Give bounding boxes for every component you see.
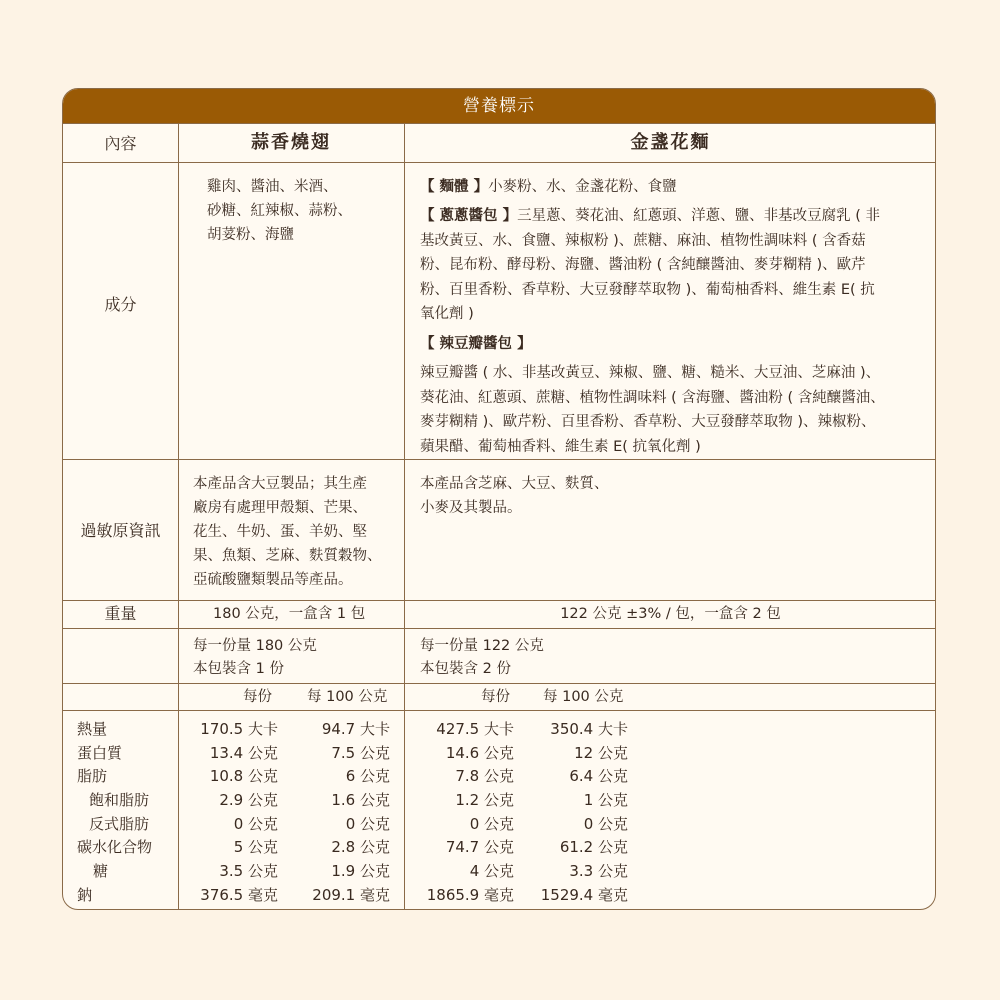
col-per-100g-b: 每 100 公克 bbox=[543, 689, 624, 705]
product-b-name: 金盞花麵 bbox=[630, 132, 711, 153]
chili-line: 葵花油、紅蔥頭、蔗糖、植物性調味料 ( 含海鹽、醬油粉 ( 含純釀醬油、 bbox=[420, 390, 885, 406]
scallion-line: 粉、昆布粉、酵母粉、海鹽、醬油粉 ( 含純釀醬油、麥芽糊精 )、歐芹 bbox=[420, 257, 866, 273]
nutrient-name: 碳水化合物 bbox=[77, 838, 153, 857]
value-a-per-100g: 2.8 公克 bbox=[331, 838, 390, 857]
allergen-label: 過敏原資訊 bbox=[80, 521, 161, 540]
serving-a-count: 本包裝含 1 份 bbox=[193, 661, 284, 677]
value-a-per-serving: 10.8 公克 bbox=[209, 767, 278, 786]
value-b-per-serving: 427.5 大卡 bbox=[436, 720, 514, 738]
weight-a: 180 公克，一盒含 1 包 bbox=[213, 606, 366, 622]
value-a-per-serving: 376.5 毫克 bbox=[200, 885, 278, 904]
nutrition-row bbox=[63, 742, 936, 766]
divider bbox=[63, 600, 935, 601]
allergen-b-line: 本產品含芝麻、大豆、麩質、 bbox=[420, 476, 609, 492]
divider bbox=[63, 162, 935, 163]
nutrition-row bbox=[63, 765, 936, 789]
ingredients-label: 成分 bbox=[104, 295, 137, 314]
value-b-per-serving: 7.8 公克 bbox=[455, 767, 514, 786]
noodle-tag: 【 麵體 】 bbox=[420, 179, 489, 195]
value-b-per-100g: 0 公克 bbox=[583, 814, 628, 833]
value-b-per-serving: 0 公克 bbox=[469, 814, 514, 833]
value-b-per-100g: 1529.4 毫克 bbox=[540, 885, 628, 904]
nutrition-row bbox=[63, 789, 936, 813]
noodle-ingredients: 小麥粉、水、金盞花粉、食鹽 bbox=[488, 179, 677, 195]
value-a-per-100g: 94.7 大卡 bbox=[321, 720, 390, 738]
nutrition-row bbox=[63, 813, 936, 837]
value-a-per-100g: 1.9 公克 bbox=[331, 862, 390, 881]
divider bbox=[63, 710, 935, 711]
col-per-serving-a: 每份 bbox=[243, 689, 272, 705]
weight-b: 122 公克 ±3% / 包，一盒含 2 包 bbox=[560, 606, 781, 622]
value-a-per-100g: 6 公克 bbox=[345, 767, 390, 786]
value-b-per-100g: 3.3 公克 bbox=[569, 862, 628, 881]
nutrient-name: 熱量 bbox=[77, 720, 108, 738]
value-a-per-serving: 5 公克 bbox=[233, 838, 278, 857]
serving-a-size: 每一份量 180 公克 bbox=[193, 638, 317, 654]
nutrition-label-card bbox=[62, 88, 936, 910]
value-a-per-serving: 3.5 公克 bbox=[219, 862, 278, 881]
value-a-per-serving: 170.5 大卡 bbox=[200, 720, 278, 738]
value-b-per-100g: 12 公克 bbox=[574, 743, 628, 762]
value-a-per-100g: 209.1 毫克 bbox=[312, 885, 390, 904]
value-a-per-100g: 0 公克 bbox=[345, 814, 390, 833]
nutrient-name: 鈉 bbox=[77, 885, 93, 904]
product-a-name: 蒜香燒翅 bbox=[251, 132, 331, 153]
nutrition-row bbox=[63, 860, 936, 884]
serving-b-size: 每一份量 122 公克 bbox=[420, 638, 544, 654]
allergen-a-line: 果、魚類、芝麻、麩質穀物、 bbox=[193, 548, 382, 564]
nutrition-row bbox=[63, 836, 936, 860]
header-label: 內容 bbox=[104, 134, 137, 153]
col-per-serving-b: 每份 bbox=[481, 689, 510, 705]
weight-label: 重量 bbox=[104, 604, 137, 623]
scallion-line: 粉、百里香粉、香草粉、大豆發酵萃取物 )、葡萄柚香料、維生素 E( 抗 bbox=[420, 282, 875, 298]
allergen-a-line: 本產品含大豆製品；其生產 bbox=[193, 476, 367, 492]
nutrient-name: 反式脂肪 bbox=[89, 814, 150, 833]
value-b-per-100g: 1 公克 bbox=[583, 791, 628, 810]
value-b-per-100g: 61.2 公克 bbox=[559, 838, 628, 857]
allergen-a-line: 廠房有處理甲殼類、芒果、 bbox=[193, 500, 367, 516]
chili-line: 辣豆瓣醬 ( 水、非基改黃豆、辣椒、鹽、糖、糙米、大豆油、芝麻油 )、 bbox=[420, 365, 881, 381]
divider bbox=[63, 683, 935, 684]
nutrient-name: 脂肪 bbox=[77, 767, 108, 786]
ingredients-a-line: 胡荽粉、海鹽 bbox=[207, 227, 294, 243]
value-b-per-serving: 1865.9 毫克 bbox=[426, 885, 514, 904]
ingredients-a-line: 砂糖、紅辣椒、蒜粉、 bbox=[207, 203, 352, 219]
scallion-line: 基改黃豆、水、食鹽、辣椒粉 )、蔗糖、麻油、植物性調味料 ( 含香菇 bbox=[420, 233, 866, 249]
col-per-100g-a: 每 100 公克 bbox=[307, 689, 388, 705]
value-a-per-serving: 2.9 公克 bbox=[219, 791, 278, 810]
allergen-b-line: 小麥及其製品。 bbox=[420, 500, 522, 516]
nutrition-label-title: 營養標示 bbox=[63, 89, 935, 123]
nutrition-table bbox=[63, 718, 936, 908]
chili-sauce-tag: 【 辣豆瓣醬包 】 bbox=[420, 336, 532, 352]
allergen-a-line: 亞硫酸鹽類製品等產品。 bbox=[193, 572, 353, 588]
nutrition-row bbox=[63, 718, 936, 742]
nutrient-name: 蛋白質 bbox=[77, 743, 123, 762]
scallion-line: 三星蔥、葵花油、紅蔥頭、洋蔥、鹽、非基改豆腐乳 ( 非 bbox=[517, 208, 880, 224]
scallion-line: 氧化劑 ) bbox=[420, 306, 474, 322]
value-a-per-serving: 13.4 公克 bbox=[209, 743, 278, 762]
serving-b-count: 本包裝含 2 份 bbox=[420, 661, 511, 677]
divider bbox=[63, 123, 935, 124]
value-b-per-serving: 74.7 公克 bbox=[445, 838, 514, 857]
nutrition-row bbox=[63, 884, 936, 908]
value-b-per-100g: 6.4 公克 bbox=[569, 767, 628, 786]
allergen-a-line: 花生、牛奶、蛋、羊奶、堅 bbox=[193, 524, 367, 540]
nutrient-name: 飽和脂肪 bbox=[89, 791, 150, 810]
divider bbox=[63, 628, 935, 629]
scallion-sauce-tag: 【 蔥蔥醬包 】 bbox=[420, 208, 518, 224]
value-a-per-100g: 1.6 公克 bbox=[331, 791, 390, 810]
chili-line: 蘋果醋、葡萄柚香料、維生素 E( 抗氧化劑 ) bbox=[420, 439, 701, 455]
value-a-per-serving: 0 公克 bbox=[233, 814, 278, 833]
value-b-per-serving: 1.2 公克 bbox=[455, 791, 514, 810]
chili-line: 麥芽糊精 )、歐芹粉、百里香粉、香草粉、大豆發酵萃取物 )、辣椒粉、 bbox=[420, 414, 876, 430]
nutrient-name: 糖 bbox=[93, 862, 109, 881]
ingredients-a-line: 雞肉、醬油、米酒、 bbox=[207, 179, 338, 195]
value-b-per-serving: 14.6 公克 bbox=[445, 743, 514, 762]
value-b-per-serving: 4 公克 bbox=[469, 862, 514, 881]
value-a-per-100g: 7.5 公克 bbox=[331, 743, 390, 762]
value-b-per-100g: 350.4 大卡 bbox=[550, 720, 628, 738]
